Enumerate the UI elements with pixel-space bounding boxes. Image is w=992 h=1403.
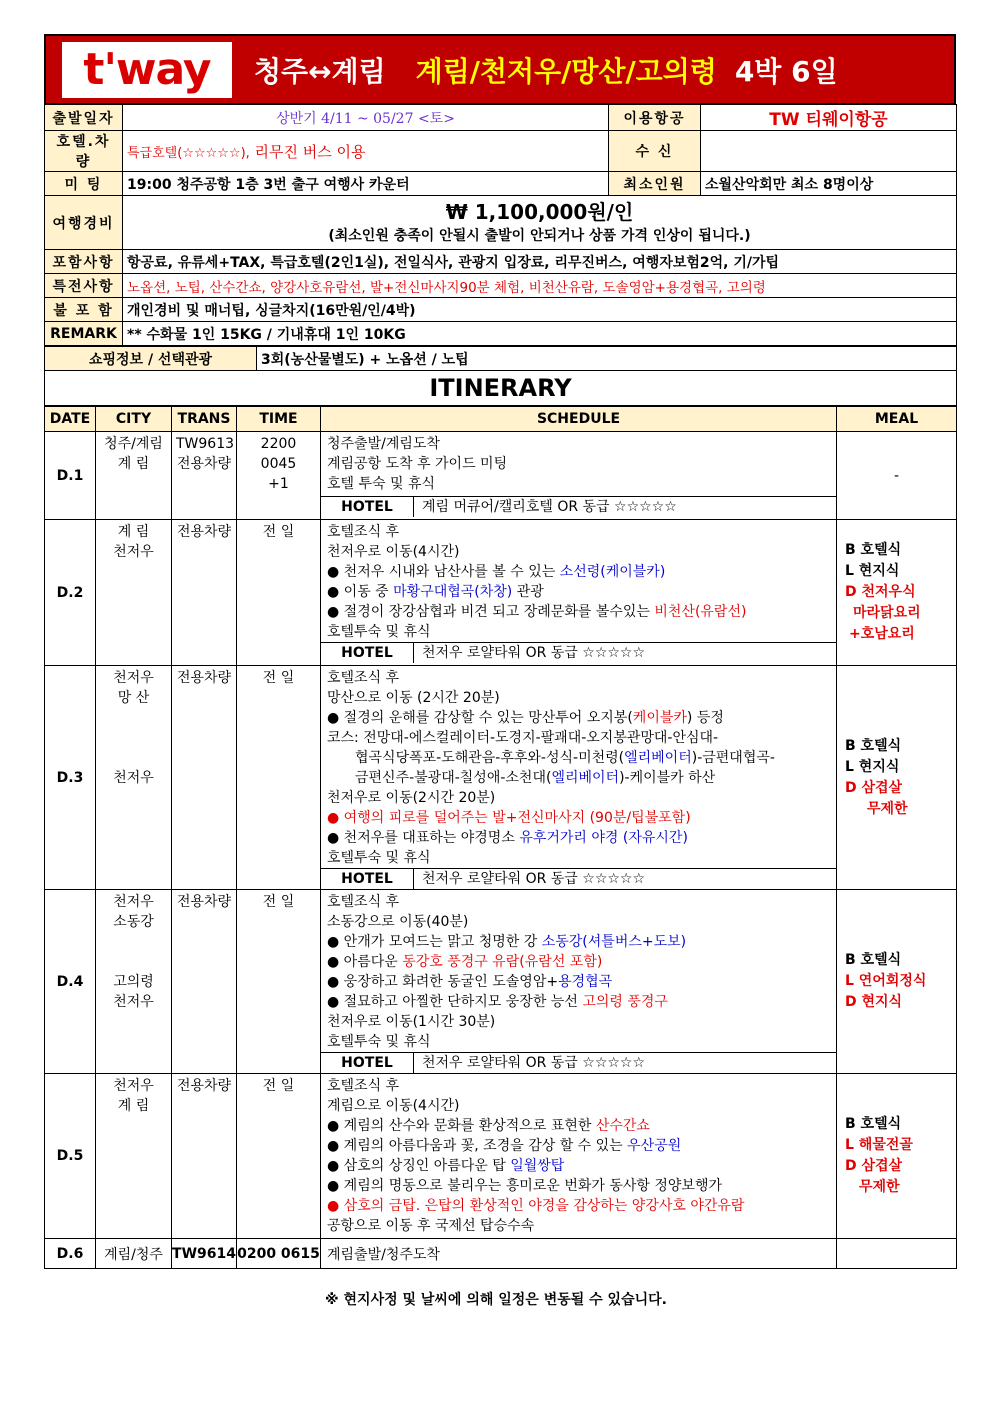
min-value: 소월산악회만 최소 8명이상 — [701, 172, 957, 196]
header-banner — [44, 34, 956, 104]
depart-label: 출발일자 — [45, 105, 123, 131]
itinerary-title: ITINERARY — [45, 371, 957, 406]
depart-value: 상반기 4/11 ~ 05/27 <토> — [123, 105, 609, 131]
col-time: TIME — [237, 407, 321, 432]
day-date: D.4 — [45, 890, 96, 1074]
footer-note: ※ 현지사정 및 날씨에 의해 일정은 변동될 수 있습니다. — [325, 1292, 667, 1308]
day-row — [45, 520, 957, 666]
day-trans: 전용차량 — [172, 890, 237, 1074]
day-date: D.3 — [45, 666, 96, 890]
day-city: 청주/계림 계 림 — [96, 432, 172, 520]
schedule-line: ● 이동 중 마황구대협곡(차창) 관광 — [327, 584, 544, 600]
special-value: 노옵션, 노팁, 산수간쇼, 양강사호유람선, 발+전신마사지90분 체험, 비천산유람, 도솔영암+용경협곡, 고의령 — [123, 274, 957, 298]
day-city: 천저우 망 산 천저우 — [96, 666, 172, 890]
day-schedule — [321, 432, 837, 520]
airline-value: TW 티웨이항공 — [701, 105, 957, 131]
day-trans: TW9614 — [172, 1239, 237, 1269]
day-city: 천저우 소동강 고의령 천저우 — [96, 890, 172, 1074]
day-time: 0200 0615 — [237, 1239, 321, 1269]
cost-note: (최소인원 충족이 안될시 출발이 안되거나 상품 가격 인상이 됩니다.) — [328, 227, 751, 244]
hotel-name: 천저우 로얄타워 OR 동급 ☆☆☆☆☆ — [422, 871, 646, 887]
day-time: 전 일 — [237, 890, 321, 1074]
hotel-label: 호텔.차량 — [45, 131, 123, 172]
shop-label: 쇼핑정보 / 선택관광 — [45, 347, 257, 371]
day-schedule: 호텔조식 후 계림으로 이동(4시간) ● 계림의 산수와 문화를 환상적으로 표현한 산수간쇼 ● 계림의 아름다움과 꽃, 조경을 감상 할 수 있는 우산공원 ● 삼호의 상징인 아름다운 탑 일월쌍탑 ● 계림의 명동으로 불리우는 흥미로운 번화가 동사항 정양보행가 ● 삼호의 금탑. 은탑의 환상적인 야경을 감상하는 양강사호 야간유람 공항으로 이동 후 국제선 탑승수속 — [321, 1074, 837, 1239]
day-time: 전 일 — [237, 666, 321, 890]
hotel-label: HOTEL — [321, 869, 414, 889]
recv-value — [701, 131, 957, 172]
day-meal — [837, 1239, 957, 1269]
schedule-line: 호텔투숙 및 휴식 — [327, 624, 431, 640]
special-label: 특전사항 — [45, 274, 123, 298]
remark-label: REMARK — [45, 322, 123, 346]
excl-label: 불 포 함 — [45, 298, 123, 322]
shop-table — [44, 346, 957, 406]
day-meal: - — [837, 432, 957, 520]
day-meal: B 호텔식 L 해물전골 D 삼겹살 무제한 — [837, 1074, 957, 1239]
schedule-line: 호텔조식 후 — [327, 524, 400, 540]
shop-value: 3회(농산물별도) + 노옵션 / 노팁 — [257, 347, 957, 371]
cost-cell — [123, 196, 957, 250]
hotel-value — [123, 131, 609, 172]
schedule-line: ● 천저우 시내와 남산사를 볼 수 있는 소선령(케이블카) — [327, 564, 666, 580]
itinerary-table — [44, 406, 957, 1269]
day-trans: 전용차량 — [172, 520, 237, 666]
cost-value: ₩ 1,100,000원/인 — [445, 199, 634, 224]
col-date: DATE — [45, 407, 96, 432]
day-meal: B 호텔식 L 연어회정식 D 현지식 — [837, 890, 957, 1074]
meet-value: 19:00 청주공항 1층 3번 출구 여행사 카운터 — [123, 172, 609, 196]
day-time: 2200 0045 +1 — [237, 432, 321, 520]
day-date: D.1 — [45, 432, 96, 520]
day-meal: B 호텔식 L 현지식 D 천저우식 마라닭요리 +호남요리 — [837, 520, 957, 666]
day-date: D.2 — [45, 520, 96, 666]
incl-value: 항공료, 유류세+TAX, 특급호텔(2인1실), 전일식사, 관광지 입장료, 리무진버스, 여행자보험2억, 기/가팁 — [123, 250, 957, 274]
day-row — [45, 666, 957, 890]
hotel-grade: 특급호텔(☆☆☆☆☆), — [127, 145, 250, 161]
day-row — [45, 1074, 957, 1239]
day-trans: TW9613 전용차량 — [172, 432, 237, 520]
col-trans: TRANS — [172, 407, 237, 432]
schedule-line: ● 절경이 장강삼협과 비견 되고 장례문화를 볼수있는 비천산(유람선) — [327, 604, 747, 620]
schedule-line: 청주출발/계림도착 — [327, 436, 440, 452]
hotel-label: HOTEL — [321, 1053, 414, 1073]
day-row — [45, 890, 957, 1074]
tour-duration: 4박 6일 — [734, 54, 838, 88]
day-city: 계 림 천저우 — [96, 520, 172, 666]
tour-title: 계림/천저우/망산/고의령 — [415, 54, 717, 88]
day-row — [45, 1239, 957, 1269]
meet-label: 미 팅 — [45, 172, 123, 196]
airline-label: 이용항공 — [609, 105, 701, 131]
schedule-line: 계림공항 도착 후 가이드 미팅 — [327, 456, 508, 472]
day-city: 천저우 계 림 — [96, 1074, 172, 1239]
day-schedule: 계림출발/청주도착 — [321, 1239, 837, 1269]
hotel-label: HOTEL — [321, 643, 414, 663]
schedule-line: 천저우로 이동(4시간) — [327, 544, 460, 560]
hotel-name: 계림 머큐어/캘리호텔 OR 동급 ☆☆☆☆☆ — [422, 499, 677, 515]
day-date: D.6 — [45, 1239, 96, 1269]
day-row — [45, 432, 957, 520]
route-text: 청주↔계림 — [254, 54, 386, 88]
itinerary-sheet — [44, 34, 956, 1269]
hotel-label: HOTEL — [321, 497, 414, 517]
col-city: CITY — [96, 407, 172, 432]
min-label: 최소인원 — [609, 172, 701, 196]
day-schedule — [321, 520, 837, 666]
day-city: 계림/청주 — [96, 1239, 172, 1269]
cost-label: 여행경비 — [45, 196, 123, 250]
remark-value: ** 수화물 1인 15KG / 기내휴대 1인 10KG — [123, 322, 957, 346]
incl-label: 포함사항 — [45, 250, 123, 274]
day-schedule: 호텔조식 후 소동강으로 이동(40분) ● 안개가 모여드는 맑고 청명한 강 소동강(셔틀버스+도보) ● 아름다운 동강호 풍경구 유람(유람선 포함) ● 웅장하고 화려한 동굴인 도솔영암+용경협곡 ● 절묘하고 아찔한 단하지모 웅장한 능선 고의령 풍경구 천저우로 이동(1시간 30분) 호텔투숙 및 휴식 HOTEL 천저우 로얄타워 OR 동급 ☆☆☆☆☆ — [321, 890, 837, 1074]
day-date: D.5 — [45, 1074, 96, 1239]
hotel-name: 천저우 로얄타워 OR 동급 ☆☆☆☆☆ — [422, 1055, 646, 1071]
day-schedule: 호텔조식 후 망산으로 이동 (2시간 20분) ● 절경의 운해를 감상할 수 있는 망산투어 오지봉(케이블카) 등정 코스: 전망대-에스컬레이터-도경지-팔괘대-오지봉관망대-안심대- 협곡식당폭포-도해관음-후후와-성식-미천령(엘리베이터)-금편대협곡- 금편신주-불광대-칠성애-소천대(엘리베이터)-케이블카 하산 천저우로 이동(2시간 20분) ● 여행의 피로를 덜어주는 발+전신마사지 (90분/팁불포함) ● 천저우를 대표하는 야경명소 유후거가리 야경 (자유시간) 호텔투숙 및 휴식 HOTEL 천저우 로얄타워 OR 동급 ☆☆☆☆☆ — [321, 666, 837, 890]
day-time: 전 일 — [237, 1074, 321, 1239]
day-meal: B 호텔식 L 현지식 D 삼겹살 무제한 — [837, 666, 957, 890]
col-meal: MEAL — [837, 407, 957, 432]
excl-value: 개인경비 및 매너팁, 싱글차지(16만원/인/4박) — [123, 298, 957, 322]
recv-label: 수 신 — [609, 131, 701, 172]
schedule-line: 호텔 투숙 및 휴식 — [327, 476, 436, 492]
info-table — [44, 104, 957, 346]
tway-logo: t'way — [62, 42, 232, 98]
col-schedule: SCHEDULE — [321, 407, 837, 432]
day-trans: 전용차량 — [172, 666, 237, 890]
day-trans: 전용차량 — [172, 1074, 237, 1239]
hotel-name: 천저우 로얄타워 OR 동급 ☆☆☆☆☆ — [422, 645, 646, 661]
day-time: 전 일 — [237, 520, 321, 666]
hotel-bus: 리무진 버스 이용 — [249, 142, 366, 161]
